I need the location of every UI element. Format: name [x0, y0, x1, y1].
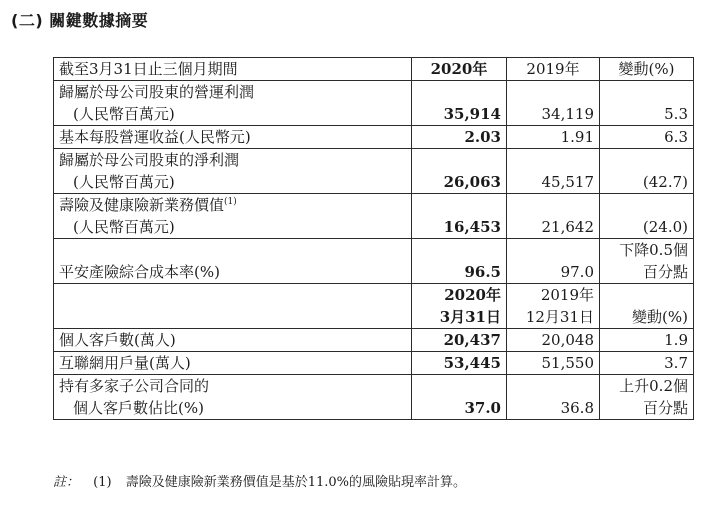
- cell-2019: 45,517: [507, 149, 600, 194]
- row-label: 平安產險綜合成本率(%): [54, 239, 412, 284]
- row-label-line1: 歸屬於母公司股東的淨利潤: [59, 151, 240, 169]
- cell-2020: 2.03: [412, 126, 507, 149]
- cell-change: 6.3: [600, 126, 694, 149]
- row-label-line1: 持有多家子公司合同的: [59, 377, 210, 395]
- row-label: 個人客戶數(萬人): [54, 329, 412, 352]
- table-row: [54, 149, 694, 194]
- cell-2020: 53,445: [412, 352, 507, 375]
- cell-change: 5.3: [600, 81, 694, 126]
- row-label: [54, 149, 412, 194]
- section-title: (二) 關鍵數據摘要: [11, 11, 149, 30]
- cell-change: [600, 375, 694, 420]
- cell-2019: 36.8: [507, 375, 600, 420]
- cell-2019: 1.91: [507, 126, 600, 149]
- footnote-ref: (1): [224, 197, 237, 207]
- cell-change-line2: 百分點: [642, 263, 688, 281]
- row-label-line2: (人民幣百萬元): [73, 173, 175, 191]
- row-label-line1: 壽險及健康險新業務價值: [59, 196, 225, 214]
- subheader-blank: [54, 284, 412, 329]
- cell-2019: 51,550: [507, 352, 600, 375]
- table-subheader-row: [54, 284, 694, 329]
- cell-2020: 35,914: [412, 81, 507, 126]
- cell-2020: 26,063: [412, 149, 507, 194]
- key-data-table: [53, 57, 694, 420]
- row-label-line2: (人民幣百萬元): [73, 105, 175, 123]
- footnote-text: 壽險及健康險新業務價值是基於11.0%的風險貼現率計算。: [125, 475, 467, 490]
- header-2019: 2019年: [507, 58, 600, 81]
- cell-change-line1: 上升0.2個: [619, 377, 688, 395]
- table-row: [54, 375, 694, 420]
- cell-change: (42.7): [600, 149, 694, 194]
- cell-change: 1.9: [600, 329, 694, 352]
- row-label: [54, 375, 412, 420]
- table-row: [54, 126, 694, 149]
- row-label-line1: 歸屬於母公司股東的營運利潤: [59, 83, 255, 101]
- table-row: [54, 329, 694, 352]
- cell-2019: 97.0: [507, 239, 600, 284]
- row-label-line2: 個人客戶數佔比(%): [73, 399, 204, 417]
- subheader-2019-line1: 2019年: [540, 286, 594, 304]
- table-row: [54, 81, 694, 126]
- cell-2019: 21,642: [507, 194, 600, 239]
- header-period: 截至3月31日止三個月期間: [54, 58, 412, 81]
- cell-2020: 20,437: [412, 329, 507, 352]
- cell-change-line1: 下降0.5個: [619, 241, 688, 259]
- table-header-row: [54, 58, 694, 81]
- subheader-2019: [507, 284, 600, 329]
- cell-change: [600, 239, 694, 284]
- header-change: 變動(%): [600, 58, 694, 81]
- table-row: [54, 352, 694, 375]
- cell-change: (24.0): [600, 194, 694, 239]
- cell-2020: 96.5: [412, 239, 507, 284]
- row-label: [54, 81, 412, 126]
- cell-2019: 20,048: [507, 329, 600, 352]
- cell-2019: 34,119: [507, 81, 600, 126]
- header-2020: 2020年: [412, 58, 507, 81]
- subheader-2020-line2: 3月31日: [439, 308, 501, 326]
- subheader-2019-line2: 12月31日: [525, 308, 594, 326]
- footnote-key: 註：: [53, 475, 80, 490]
- footnote: [53, 471, 466, 490]
- cell-change: 3.7: [600, 352, 694, 375]
- row-label: [54, 194, 412, 239]
- subheader-2020: [412, 284, 507, 329]
- table-row: [54, 194, 694, 239]
- row-label: 互聯網用戶量(萬人): [54, 352, 412, 375]
- table-row: [54, 239, 694, 284]
- subheader-change: 變動(%): [600, 284, 694, 329]
- footnote-number: (1): [93, 475, 112, 490]
- row-label-line2: (人民幣百萬元): [73, 218, 175, 236]
- subheader-2020-line1: 2020年: [444, 286, 501, 304]
- cell-2020: 16,453: [412, 194, 507, 239]
- row-label: 基本每股營運收益(人民幣元): [54, 126, 412, 149]
- cell-change-line2: 百分點: [642, 399, 688, 417]
- cell-2020: 37.0: [412, 375, 507, 420]
